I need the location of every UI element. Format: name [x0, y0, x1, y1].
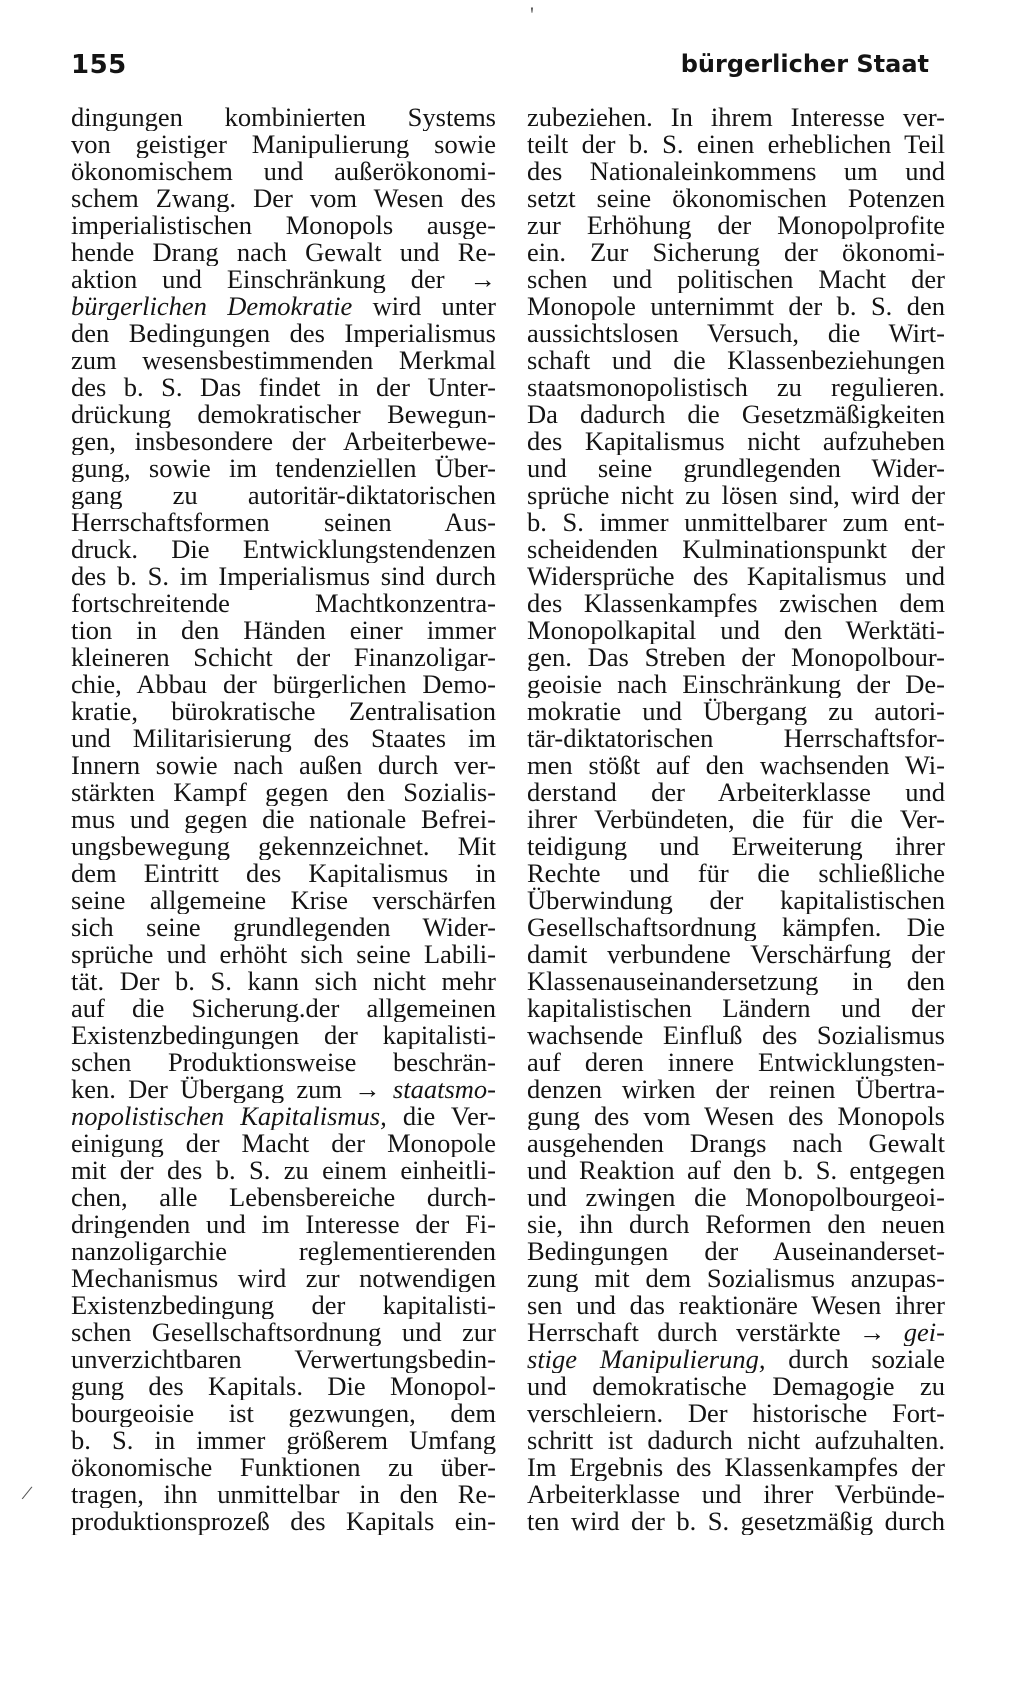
text-line: druck. Die Entwicklungstendenzen — [71, 536, 496, 563]
text-line: und Militarisierung des Staates im — [71, 725, 496, 752]
text-line: von geistiger Manipulierung sowie — [71, 131, 496, 158]
text-line: chen, alle Lebensbereiche durch- — [71, 1184, 496, 1211]
text-line: des Klassenkampfes zwischen dem — [527, 590, 945, 617]
text-line: denzen wirken der reinen Übertra- — [527, 1076, 945, 1103]
text-line: stige Manipulierung, durch soziale — [527, 1346, 945, 1373]
text-line: Gesellschaftsordnung kämpfen. Die — [527, 914, 945, 941]
text-line: auf deren innere Entwicklungsten- — [527, 1049, 945, 1076]
text-line: ungsbewegung gekennzeichnet. Mit — [71, 833, 496, 860]
text-line: bürgerlichen Demokratie wird unter — [71, 293, 496, 320]
text-line: zubeziehen. In ihrem Interesse ver- — [527, 104, 945, 131]
text-line: dingungen kombinierten Systems — [71, 104, 496, 131]
text-line: stärkten Kampf gegen den Sozialis- — [71, 779, 496, 806]
text-line: aktion und Einschränkung der → — [71, 266, 496, 293]
text-line: und Reaktion auf den b. S. entgegen — [527, 1157, 945, 1184]
text-line: verschleiern. Der historische Fort- — [527, 1400, 945, 1427]
text-line: ten wird der b. S. gesetzmäßig durch — [527, 1508, 945, 1535]
text-line: einigung der Macht der Monopole — [71, 1130, 496, 1157]
text-line: geoisie nach Einschränkung der De- — [527, 671, 945, 698]
text-line: Existenzbedingungen der kapitalisti- — [71, 1022, 496, 1049]
text-line: Monopolkapital und den Werktäti- — [527, 617, 945, 644]
scan-mark: ' — [530, 2, 534, 27]
text-line: mit der des b. S. zu einem einheitli- — [71, 1157, 496, 1184]
text-line: schen Gesellschaftsordnung und zur — [71, 1319, 496, 1346]
text-line: Im Ergebnis des Klassenkampfes der — [527, 1454, 945, 1481]
text-line: produktionsprozeß des Kapitals ein- — [71, 1508, 496, 1535]
text-line: mokratie und Übergang zu autori- — [527, 698, 945, 725]
text-line: dringenden und im Interesse der Fi- — [71, 1211, 496, 1238]
scan-mark: / — [20, 1479, 35, 1506]
text-line: Arbeiterklasse und ihrer Verbünde- — [527, 1481, 945, 1508]
text-line: ausgehenden Drangs nach Gewalt — [527, 1130, 945, 1157]
left-column — [71, 104, 496, 1535]
text-line: den Bedingungen des Imperialismus — [71, 320, 496, 347]
text-line: b. S. in immer größerem Umfang — [71, 1427, 496, 1454]
text-line: scheidenden Kulminationspunkt der — [527, 536, 945, 563]
text-line: und zwingen die Monopolbourgeoi- — [527, 1184, 945, 1211]
text-line: und seine grundlegenden Wider- — [527, 455, 945, 482]
text-line: drückung demokratischer Bewegun- — [71, 401, 496, 428]
text-line: kleineren Schicht der Finanzoligar- — [71, 644, 496, 671]
text-line: ken. Der Übergang zum → staatsmo- — [71, 1076, 496, 1103]
text-line: gung des Kapitals. Die Monopol- — [71, 1373, 496, 1400]
text-line: schen und politischen Macht der — [527, 266, 945, 293]
text-line: kapitalistischen Ländern und der — [527, 995, 945, 1022]
text-line: gung des vom Wesen des Monopols — [527, 1103, 945, 1130]
text-line: b. S. immer unmittelbarer zum ent- — [527, 509, 945, 536]
text-line: sie, ihn durch Reformen den neuen — [527, 1211, 945, 1238]
text-line: teilt der b. S. einen erheblichen Teil — [527, 131, 945, 158]
text-line: tär-diktatorischen Herrschaftsfor- — [527, 725, 945, 752]
page-number: 155 — [71, 50, 127, 80]
text-line: chie, Abbau der bürgerlichen Demo- — [71, 671, 496, 698]
text-line: damit verbundene Verschärfung der — [527, 941, 945, 968]
text-line: gung, sowie im tendenziellen Über- — [71, 455, 496, 482]
text-line: Mechanismus wird zur notwendigen — [71, 1265, 496, 1292]
text-line: unverzichtbaren Verwertungsbedin- — [71, 1346, 496, 1373]
running-head: bürgerlicher Staat — [680, 50, 929, 78]
text-line: kratie, bürokratische Zentralisation — [71, 698, 496, 725]
text-line: Existenzbedingung der kapitalisti- — [71, 1292, 496, 1319]
text-line: sprüche nicht zu lösen sind, wird der — [527, 482, 945, 509]
text-line: Rechte und für die schließliche — [527, 860, 945, 887]
text-line: teidigung und Erweiterung ihrer — [527, 833, 945, 860]
text-line: tion in den Händen einer immer — [71, 617, 496, 644]
text-line: schem Zwang. Der vom Wesen des — [71, 185, 496, 212]
text-line: sprüche und erhöht sich seine Labili- — [71, 941, 496, 968]
text-line: men stößt auf den wachsenden Wi- — [527, 752, 945, 779]
text-line: wachsende Einfluß des Sozialismus — [527, 1022, 945, 1049]
text-line: ökonomische Funktionen zu über- — [71, 1454, 496, 1481]
text-line: seine allgemeine Krise verschärfen — [71, 887, 496, 914]
text-line: aussichtslosen Versuch, die Wirt- — [527, 320, 945, 347]
text-line: Klassenauseinandersetzung in den — [527, 968, 945, 995]
text-line: Widersprüche des Kapitalismus und — [527, 563, 945, 590]
text-line: gen, insbesondere der Arbeiterbewe- — [71, 428, 496, 455]
text-line: zur Erhöhung der Monopolprofite — [527, 212, 945, 239]
text-line: Innern sowie nach außen durch ver- — [71, 752, 496, 779]
text-line: nopolistischen Kapitalismus, die Ver- — [71, 1103, 496, 1130]
text-line: imperialistischen Monopols ausge- — [71, 212, 496, 239]
text-line: auf die Sicherung.der allgemeinen — [71, 995, 496, 1022]
text-line: schaft und die Klassenbeziehungen — [527, 347, 945, 374]
text-line: des b. S. Das findet in der Unter- — [71, 374, 496, 401]
text-line: gen. Das Streben der Monopolbour- — [527, 644, 945, 671]
text-line: mus und gegen die nationale Befrei- — [71, 806, 496, 833]
text-line: Herrschaft durch verstärkte → gei- — [527, 1319, 945, 1346]
text-line: hende Drang nach Gewalt und Re- — [71, 239, 496, 266]
text-line: des Nationaleinkommens um und — [527, 158, 945, 185]
text-line: schen Produktionsweise beschrän- — [71, 1049, 496, 1076]
text-line: Überwindung der kapitalistischen — [527, 887, 945, 914]
text-line: ökonomischem und außerökonomi- — [71, 158, 496, 185]
text-line: des Kapitalismus nicht aufzuheben — [527, 428, 945, 455]
text-line: Da dadurch die Gesetzmäßigkeiten — [527, 401, 945, 428]
text-line: nanzoligarchie reglementierenden — [71, 1238, 496, 1265]
text-line: Monopole unternimmt der b. S. den — [527, 293, 945, 320]
text-line: und demokratische Demagogie zu — [527, 1373, 945, 1400]
text-line: ihrer Verbündeten, die für die Ver- — [527, 806, 945, 833]
text-line: staatsmonopolistisch zu regulieren. — [527, 374, 945, 401]
text-line: ein. Zur Sicherung der ökonomi- — [527, 239, 945, 266]
text-line: Herrschaftsformen seinen Aus- — [71, 509, 496, 536]
text-line: zum wesensbestimmenden Merkmal — [71, 347, 496, 374]
text-line: sen und das reaktionäre Wesen ihrer — [527, 1292, 945, 1319]
text-line: tät. Der b. S. kann sich nicht mehr — [71, 968, 496, 995]
text-line: zung mit dem Sozialismus anzupas- — [527, 1265, 945, 1292]
text-line: des b. S. im Imperialismus sind durch — [71, 563, 496, 590]
text-line: schritt ist dadurch nicht aufzuhalten. — [527, 1427, 945, 1454]
text-line: dem Eintritt des Kapitalismus in — [71, 860, 496, 887]
text-line: sich seine grundlegenden Wider- — [71, 914, 496, 941]
text-line: setzt seine ökonomischen Potenzen — [527, 185, 945, 212]
text-line: gang zu autoritär-diktatorischen — [71, 482, 496, 509]
text-line: derstand der Arbeiterklasse und — [527, 779, 945, 806]
right-column — [527, 104, 945, 1535]
text-line: tragen, ihn unmittelbar in den Re- — [71, 1481, 496, 1508]
text-line: Bedingungen der Auseinanderset- — [527, 1238, 945, 1265]
text-line: fortschreitende Machtkonzentra- — [71, 590, 496, 617]
text-line: bourgeoisie ist gezwungen, dem — [71, 1400, 496, 1427]
